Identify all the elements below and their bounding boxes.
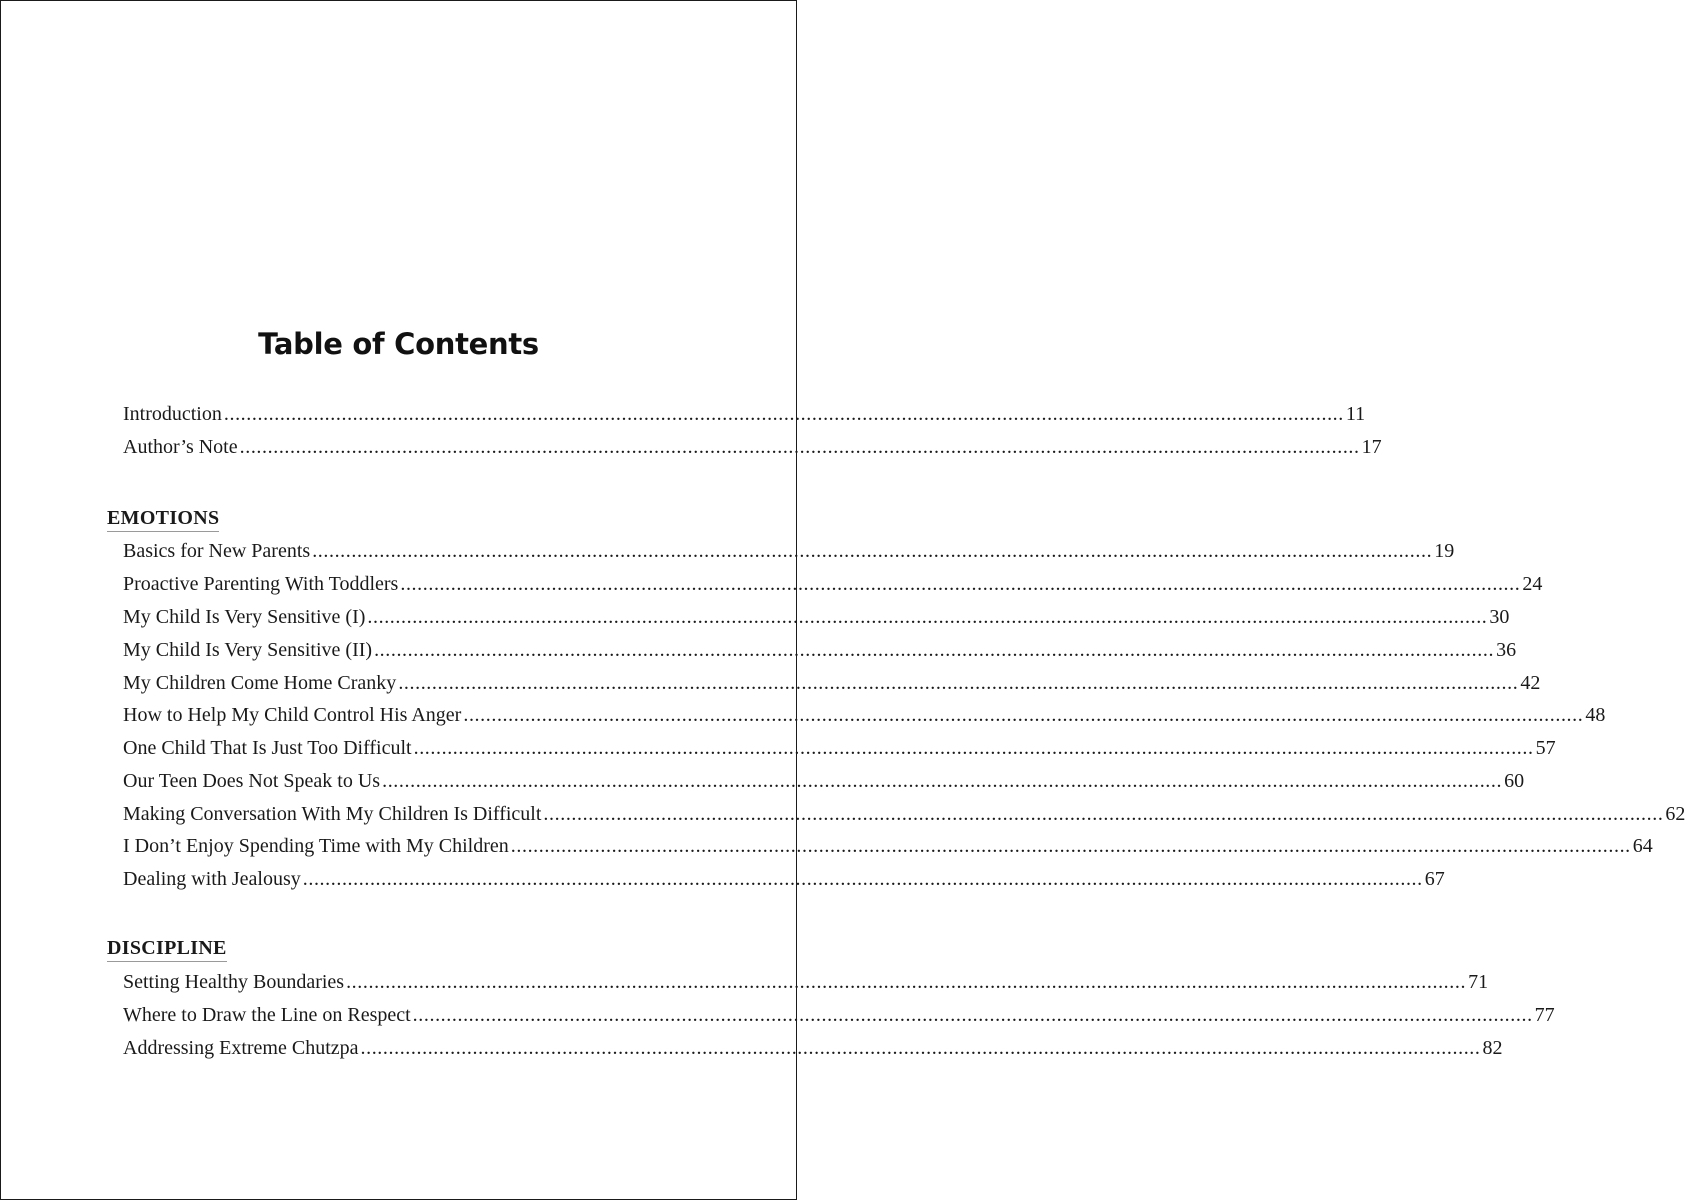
toc-entry-label: Author’s Note — [123, 436, 238, 458]
toc-entry-label: Proactive Parenting With Toddlers — [123, 573, 399, 595]
toc-entry-page: 36 — [1496, 639, 1517, 661]
toc-entry[interactable] — [123, 971, 1489, 999]
toc-entry-page: 42 — [1520, 672, 1541, 694]
toc-entry-label: Our Teen Does Not Speak to Us — [123, 770, 381, 792]
toc-entry[interactable] — [123, 639, 1517, 667]
toc-entry-label: One Child That Is Just Too Difficult — [123, 737, 412, 759]
toc-entry[interactable] — [123, 573, 1543, 601]
toc-entry[interactable] — [123, 704, 1606, 732]
toc-entry-page: 62 — [1665, 803, 1685, 825]
toc-entry-label: My Children Come Home Cranky — [123, 672, 397, 694]
dot-leader: ........................................................................................................................................................................................................ — [463, 704, 1584, 726]
toc-entry-page: 30 — [1489, 606, 1510, 628]
dot-leader: ........................................................................................................................................................................................................ — [413, 737, 1534, 759]
toc-entry-label: Dealing with Jealousy — [123, 868, 301, 890]
dot-leader: ........................................................................................................................................................................................................ — [398, 672, 1519, 694]
dot-leader: ........................................................................................................................................................................................................ — [412, 1004, 1533, 1026]
toc-entry[interactable] — [123, 835, 1653, 863]
toc-entry[interactable] — [123, 1004, 1555, 1032]
toc-entry[interactable] — [123, 1037, 1503, 1065]
toc-entry[interactable] — [123, 606, 1510, 634]
toc-entry-label: Making Conversation With My Children Is Difficult — [123, 803, 542, 825]
dot-leader: ........................................................................................................................................................................................................ — [360, 1037, 1481, 1059]
dot-leader: ........................................................................................................................................................................................................ — [223, 403, 1344, 425]
dot-leader: ........................................................................................................................................................................................................ — [302, 868, 1423, 890]
toc-entry-page: 17 — [1361, 436, 1382, 458]
dot-leader: ........................................................................................................................................................................................................ — [312, 540, 1433, 562]
toc-entry[interactable] — [123, 868, 1445, 896]
toc-entry-page: 57 — [1535, 737, 1556, 759]
toc-entry-page: 67 — [1424, 868, 1445, 890]
toc-entry-page: 24 — [1522, 573, 1543, 595]
toc-entry-page: 64 — [1632, 835, 1653, 857]
toc-entry-authors-note[interactable] — [123, 436, 1382, 464]
toc-entry-page: 60 — [1504, 770, 1525, 792]
toc-entry-page: 82 — [1482, 1037, 1503, 1059]
toc-entry-page: 48 — [1585, 704, 1606, 726]
dot-leader: ........................................................................................................................................................................................................ — [543, 803, 1664, 825]
dot-leader: ........................................................................................................................................................................................................ — [510, 835, 1631, 857]
toc-entry-label: I Don’t Enjoy Spending Time with My Children — [123, 835, 509, 857]
toc-entry-page: 19 — [1434, 540, 1455, 562]
toc-entry-page: 11 — [1345, 403, 1366, 425]
dot-leader: ........................................................................................................................................................................................................ — [400, 573, 1521, 595]
section-heading-discipline: DISCIPLINE — [107, 937, 227, 962]
dot-leader: ........................................................................................................................................................................................................ — [382, 770, 1503, 792]
toc-entry-label: My Child Is Very Sensitive (II) — [123, 639, 373, 661]
toc-entry-label: Basics for New Parents — [123, 540, 311, 562]
section-heading-emotions: EMOTIONS — [107, 507, 219, 532]
toc-entry-introduction[interactable] — [123, 403, 1366, 431]
dot-leader: ........................................................................................................................................................................................................ — [239, 436, 1360, 458]
dot-leader: ........................................................................................................................................................................................................ — [367, 606, 1488, 628]
toc-entry[interactable] — [123, 672, 1541, 700]
page-title: Table of Contents — [258, 327, 539, 361]
toc-entry[interactable] — [123, 737, 1556, 765]
toc-entry-page: 71 — [1468, 971, 1489, 993]
toc-entry-label: Introduction — [123, 403, 222, 425]
toc-entry[interactable] — [123, 770, 1525, 798]
toc-entry[interactable] — [123, 540, 1455, 568]
toc-entry[interactable] — [123, 803, 1685, 831]
toc-entry-label: How to Help My Child Control His Anger — [123, 704, 462, 726]
toc-entry-label: Where to Draw the Line on Respect — [123, 1004, 411, 1026]
dot-leader: ........................................................................................................................................................................................................ — [374, 639, 1495, 661]
toc-entry-page: 77 — [1534, 1004, 1555, 1026]
toc-entry-label: Addressing Extreme Chutzpa — [123, 1037, 359, 1059]
toc-entry-label: My Child Is Very Sensitive (I) — [123, 606, 366, 628]
toc-entry-label: Setting Healthy Boundaries — [123, 971, 345, 993]
dot-leader: ........................................................................................................................................................................................................ — [346, 971, 1467, 993]
